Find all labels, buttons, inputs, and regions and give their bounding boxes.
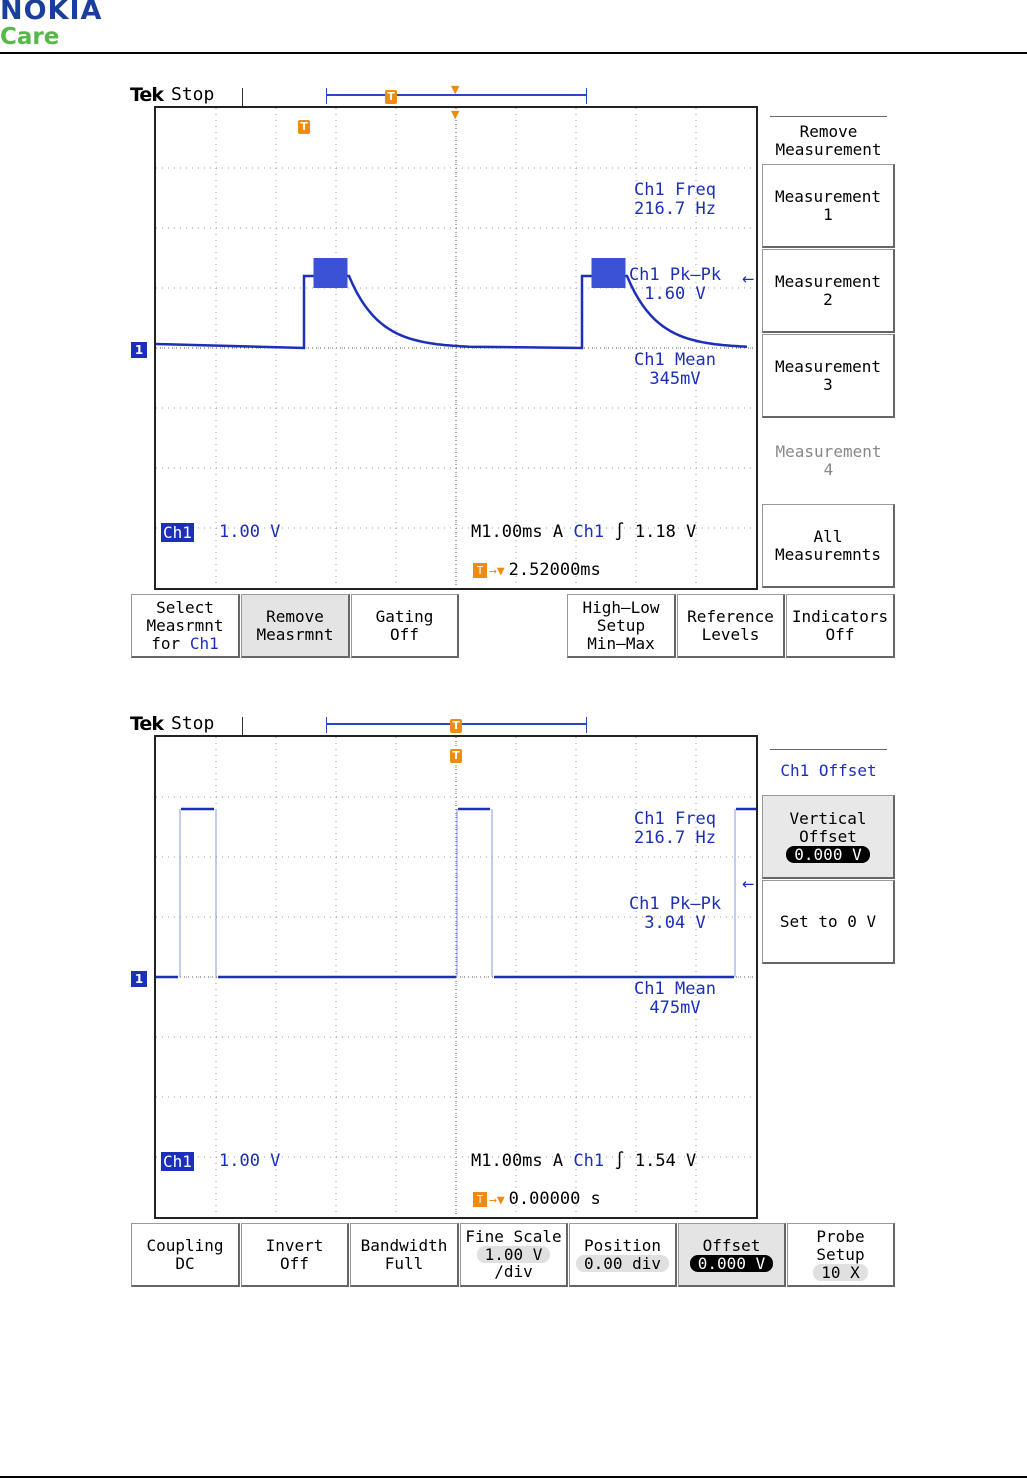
reference-levels-button[interactable]: Reference Levels — [677, 594, 785, 658]
nokia-logo: NOKIA — [0, 0, 103, 26]
care-label: Care — [0, 24, 60, 50]
ch1-ground-marker[interactable]: 1 — [131, 342, 147, 358]
ch1-ground-marker[interactable]: 1 — [131, 971, 147, 987]
page-header — [0, 0, 1027, 54]
trigger-point-marker: T — [450, 749, 462, 763]
gating-button[interactable]: Gating Off — [351, 594, 459, 658]
measurement-pkpk: Ch1 Pk–Pk 3.04 V — [628, 894, 722, 933]
measurement-freq: Ch1 Freq 216.7 Hz — [634, 809, 716, 848]
invert-button[interactable]: Invert Off — [241, 1223, 349, 1287]
position-button[interactable]: Position 0.00 div — [569, 1223, 677, 1287]
waveform-graticule[interactable] — [154, 106, 758, 590]
trigger-position-readout: T →▼ 2.52000ms — [473, 560, 601, 580]
set-to-zero-button[interactable]: Set to 0 V — [762, 880, 895, 964]
scope-screen-1 — [0, 80, 1027, 660]
trigger-position-arrow-icon: ▼ — [451, 83, 460, 96]
measurement-freq: Ch1 Freq 216.7 Hz — [634, 180, 716, 219]
indicators-button[interactable]: Indicators Off — [786, 594, 895, 658]
status-divider — [242, 717, 243, 735]
timebase-readout: M1.00ms A Ch1 ∫ 1.18 V — [471, 522, 697, 542]
arrow-icon: →▼ — [489, 564, 505, 579]
trigger-icon: T — [473, 563, 487, 578]
measurement-3-button[interactable]: Measurement 3 — [762, 334, 895, 418]
measurement-mean: Ch1 Mean 475mV — [634, 979, 716, 1018]
record-trigger-marker: T — [450, 719, 462, 733]
acquisition-state: Stop — [171, 713, 215, 734]
coupling-button[interactable]: Coupling DC — [131, 1223, 240, 1287]
waveform-graticule[interactable] — [154, 735, 758, 1219]
ch1-badge: Ch1 — [163, 1152, 192, 1171]
offset-button[interactable]: Offset 0.000 V — [678, 1223, 786, 1287]
record-trigger-marker: T — [385, 90, 397, 104]
header-divider — [0, 52, 1027, 54]
trigger-point-marker: T — [298, 120, 310, 134]
measurement-4-button: Measurement 4 — [762, 419, 895, 503]
side-menu-title: Remove Measurement — [770, 116, 887, 162]
timebase-readout: M1.00ms A Ch1 ∫ 1.54 V — [471, 1151, 697, 1171]
measurement-mean: Ch1 Mean 345mV — [634, 350, 716, 389]
tek-brand: Tek — [130, 713, 163, 735]
ch1-scale: 1.00 V — [219, 1151, 281, 1171]
measurement-1-button[interactable]: Measurement 1 — [762, 164, 895, 248]
bandwidth-button[interactable]: Bandwidth Full — [350, 1223, 459, 1287]
fine-scale-button[interactable]: Fine Scale 1.00 V /div — [460, 1223, 568, 1287]
trigger-arrow-icon: ▼ — [451, 108, 460, 121]
ch1-scale: 1.00 V — [219, 522, 281, 542]
footer-divider — [0, 1476, 1027, 1478]
measurement-pkpk: Ch1 Pk–Pk 1.60 V — [628, 265, 722, 304]
high-low-setup-button[interactable]: High–Low Setup Min–Max — [567, 594, 676, 658]
probe-setup-button[interactable]: Probe Setup 10 X — [787, 1223, 895, 1287]
select-measurement-button[interactable]: Select Measrmnt for Ch1 — [131, 594, 240, 658]
scope-screen-2 — [0, 709, 1027, 1289]
tek-brand: Tek — [130, 84, 163, 106]
status-divider — [242, 88, 243, 106]
trigger-level-arrow-icon: ← — [742, 875, 755, 893]
side-menu-title: Ch1 Offset — [770, 749, 887, 795]
arrow-icon: →▼ — [489, 1193, 505, 1208]
all-measurements-button[interactable]: All Measuremnts — [762, 504, 895, 588]
measurement-2-button[interactable]: Measurement 2 — [762, 249, 895, 333]
trigger-icon: T — [473, 1192, 487, 1207]
ch1-badge: Ch1 — [163, 523, 192, 542]
acquisition-state: Stop — [171, 84, 215, 105]
vertical-offset-button[interactable]: Vertical Offset 0.000 V — [762, 795, 895, 879]
remove-measurement-button[interactable]: Remove Measrmnt — [241, 594, 350, 658]
trigger-position-readout: T →▼ 0.00000 s — [473, 1189, 601, 1209]
trigger-level-arrow-icon: ← — [742, 270, 755, 288]
